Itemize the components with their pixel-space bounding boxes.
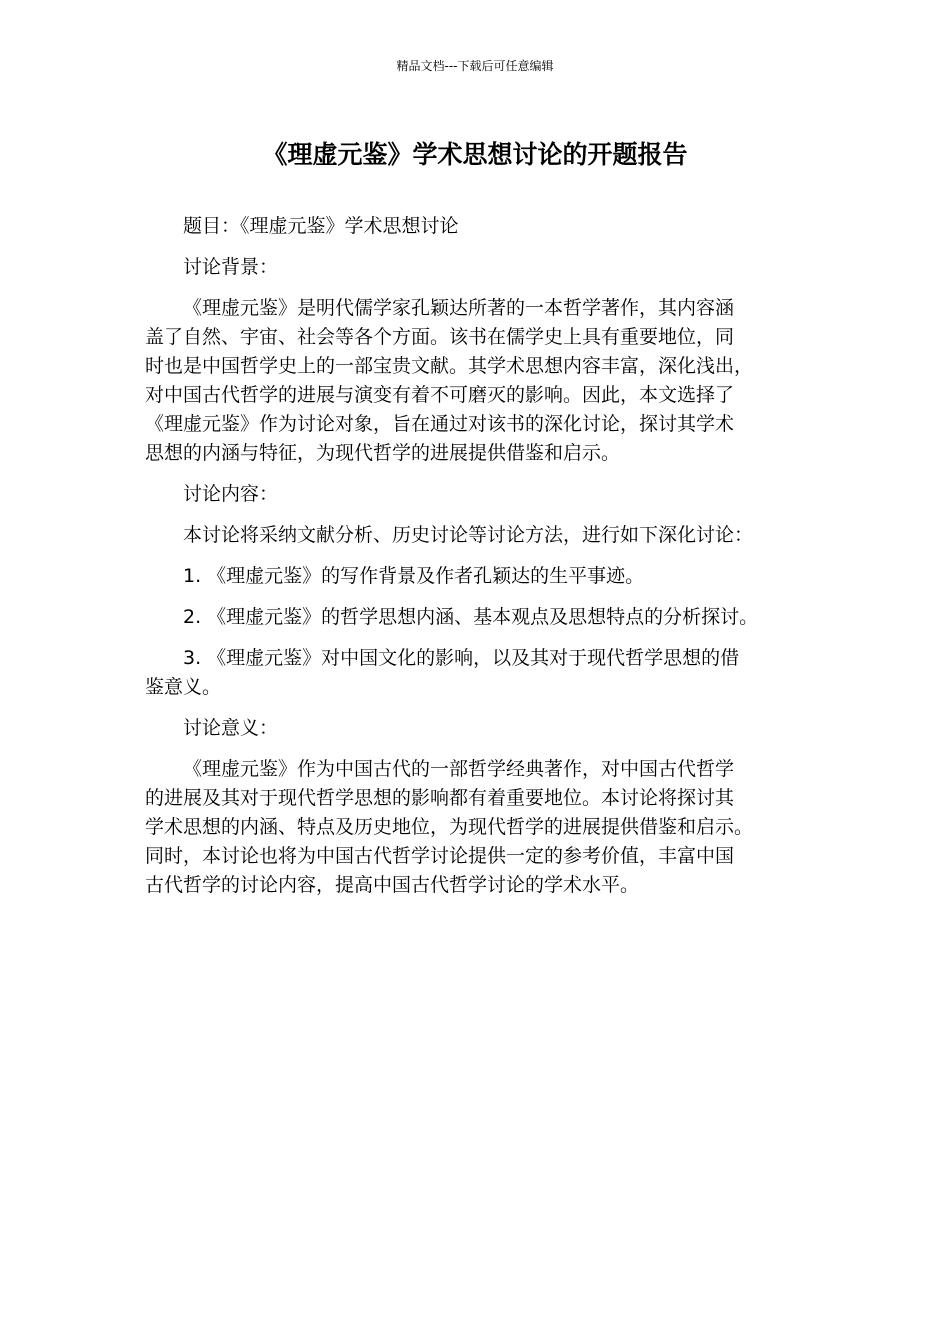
content-item-3 (145, 644, 813, 702)
significance-line: 学术思想的内涵、特点及历史地位，为现代哲学的进展提供借鉴和启示。 (145, 816, 754, 838)
significance-line: 《理虚元鉴》作为中国古代的一部哲学经典著作，对中国古代哲学 (183, 758, 735, 780)
content-item-2: 2. 《理虚元鉴》的哲学思想内涵、基本观点及思想特点的分析探讨。 (183, 606, 759, 628)
content-item-3-line: 3. 《理虚元鉴》对中国文化的影响，以及其对于现代哲学思想的借 (183, 647, 740, 669)
significance-line: 同时，本讨论也将为中国古代哲学讨论提供一定的参考价值，丰富中国 (145, 845, 735, 867)
significance-line: 古代哲学的讨论内容，提高中国古代哲学讨论的学术水平。 (145, 874, 640, 896)
content-item-1: 1. 《理虚元鉴》的写作背景及作者孔颖达的生平事迹。 (183, 565, 645, 587)
topic-line: 题目：《理虚元鉴》学术思想讨论 (183, 215, 459, 237)
content-item-3-line: 鉴意义。 (145, 676, 222, 698)
document-title: 《理虚元鉴》学术思想讨论的开题报告 (262, 140, 688, 169)
background-line: 《理虚元鉴》是明代儒学家孔颖达所著的一本哲学著作，其内容涵 (183, 297, 735, 319)
significance-heading: 讨论意义： (183, 717, 279, 739)
content-heading: 讨论内容： (183, 483, 279, 505)
significance-paragraph (145, 755, 813, 900)
background-line: 思想的内涵与特征，为现代哲学的进展提供借鉴和启示。 (145, 442, 621, 464)
background-paragraph (145, 294, 813, 468)
background-line: 《理虚元鉴》作为讨论对象，旨在通过对该书的深化讨论，探讨其学术 (145, 413, 735, 435)
significance-line: 的进展及其对于现代哲学思想的影响都有着重要地位。本讨论将探讨其 (145, 787, 735, 809)
header-note: 精品文档---下载后可任意编辑 (396, 59, 554, 73)
document-body (145, 212, 813, 912)
background-line: 时也是中国哲学史上的一部宝贵文献。其学术思想内容丰富，深化浅出， (145, 355, 754, 377)
content-intro: 本讨论将采纳文献分析、历史讨论等讨论方法，进行如下深化讨论： (183, 524, 754, 546)
background-line: 对中国古代哲学的进展与演变有着不可磨灭的影响。因此，本文选择了 (145, 384, 735, 406)
background-line: 盖了自然、宇宙、社会等各个方面。该书在儒学史上具有重要地位，同 (145, 326, 735, 348)
background-heading: 讨论背景： (183, 256, 279, 278)
